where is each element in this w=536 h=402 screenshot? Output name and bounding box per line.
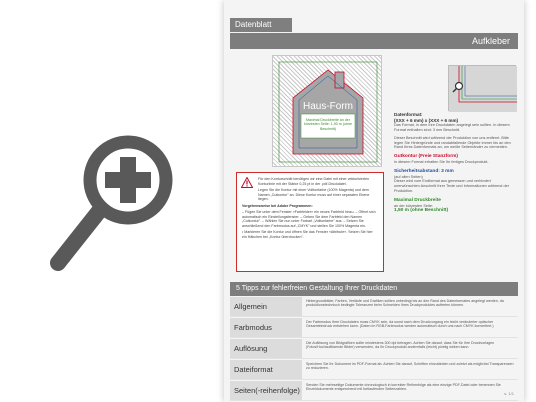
house-shape-diagram [272,55,382,167]
spec-column [394,112,516,214]
inner-maxwidth-text: Maximal Druckbreite an der kürzesten Seite: 1,50 m (ohne Beschnitt) [304,118,352,131]
zoom-in-icon[interactable] [48,125,178,275]
tip-key: Auflösung [230,339,302,358]
datasheet-page [224,0,524,402]
tip-value: Die Auflösung von Bildgrafiken sollte mindestens 300 dpi betragen. Achten Sie darauf, dass Sie für Ihre Druckvorlagen (Fotos/Hochauflösende Bilder) verwenden, da Ihr Druckprodukt andernfalls (leicht) pixelig wirken kann. [302,339,518,358]
max-header: Maximal Druckbreite [394,197,441,203]
tip-value: Speichern Sie Ihr Dokument im PDF-Format ab. Achten Sie darauf, Schriften einzubinden und zuletzt als möglichst Transparenzen zu reduzieren. [302,360,518,379]
safe-header: Sicherheitsabstand: 3 mm [394,168,454,174]
warn-steps: – Fügen Sie unter dem Fenster »Farbfelder« ein neues Farbfeld hinzu. – Öffnet sich automatisch ein Einstellungsfenster. – Geben Sie dem Farbfeld den Namen „Cutkontur". – Wählen Sie nun unter Farbart „Volltonfarbe" aus. – Setzen Sie anschließend den Farbmodus auf „CMYK" und stellen Sie 100% Magenta ein. [242,210,376,228]
tip-key: Allgemein [230,297,302,316]
shape-label: Haus-Form [302,101,353,112]
cut-body: In diesem Format erhalten Sie Ihr fertiges Druckprodukt. [394,159,489,164]
table-row [230,297,518,317]
cut-header: Gutkontur (Freie Stanzform) [394,154,458,160]
format-dims: (XXX + 6 mm) x (XXX + 6 mm) [394,117,459,123]
table-row [230,318,518,338]
tip-value: Der Farbmodus Ihrer Druckdaten muss CMYK sein, da sonst nach dem Druckvorgang ein leicht veränderter optischer Gesamteindruck entstehen kann. (Daten im RGB-Farbmodus werden automatisch durch uns nach CMYK konvertiert.) [302,318,518,337]
tips-table [230,297,518,402]
doc-tag: Datenblatt [230,18,292,32]
warning-box [236,172,384,272]
table-row [230,360,518,380]
tip-key: Dateiformat [230,360,302,379]
tip-key: Farbmodus [230,318,302,337]
max-sub: an der kürzesten Seite: [394,203,434,208]
corner-detail-image [448,65,516,111]
tip-key: Seiten(-reihenfolge) [230,381,302,400]
safe-sub: (auf allen Seiten) [394,174,423,179]
warning-icon [241,177,253,188]
format-header: Datenformat: [394,112,423,117]
format-body: Das Format, in dem Ihre Druckdaten angelegt sein sollten. In diesem Format enthalten sind: 3 mm Beschnitt. [394,123,510,132]
max-value: 1,50 m (ohne Beschnitt) [394,208,449,214]
tip-value: Hintergrundbilder, Farben, Verläufe und Grafiken sollten unbedingt bis an den Rand des Datenformates angelegt werden, da produktionstechnisch bedingte Toleranzen beim Schneiden Ihres Druckproduktes auftreten können. [302,297,518,316]
tip-value: Senden Sie mehrseitige Dokumente chronologisch in korrekter Reihenfolge als eine einzige PDF-Datei oder benennen Sie Einzeldokumente entsprechend mit fortlaufenden Seitenzahlen. [302,381,518,400]
detail-zoom-icon[interactable] [452,81,464,93]
format-body-2: Dieser Beschnitt wird während der Produktion von uns entfernt. Bitte legen Sie Hintergründe und randabfallende Objekte immer bis an den Rand Ihres Datenformats an, um weiße Seitenränder zu vermeiden. [394,135,511,150]
table-row [230,381,518,401]
tips-section-title: 5 Tipps zur fehlerfreien Gestaltung Ihrer Druckdaten [230,282,518,296]
warn-para-2: Legen Sie die Kontur mit einer Volltonfarbe (100% Magenta) und dem Namen „Cutkontur" an. Diese Kontur muss auf einer separaten Ebene liegen. [258,188,370,201]
warn-para-1: Für den Konturschnitt benötigen wir eine Datei mit einer vektorisierten Konturlinie mit der Stärke 0,25 pt in der .pdf-Druckdatei. [258,177,370,186]
safe-body: Dieser wird vom Endformat aus gemessen und verhindert unerwünschten Anschnitt Ihrer Texte und Informationen während der Produktion. [394,179,509,193]
table-row [230,339,518,359]
warn-heading: Vorgehensweise bei Adobe Programmen: [242,203,313,208]
page-number: s. 1/1 [504,391,514,396]
warn-para-3: • Markieren Sie die Kontur und öffnen Sie das Fenster »Attribute«. Setzen Sie hier ein Häkchen bei „Kontur überdrucken". [242,230,373,239]
doc-title: Aufkleber [230,33,518,49]
